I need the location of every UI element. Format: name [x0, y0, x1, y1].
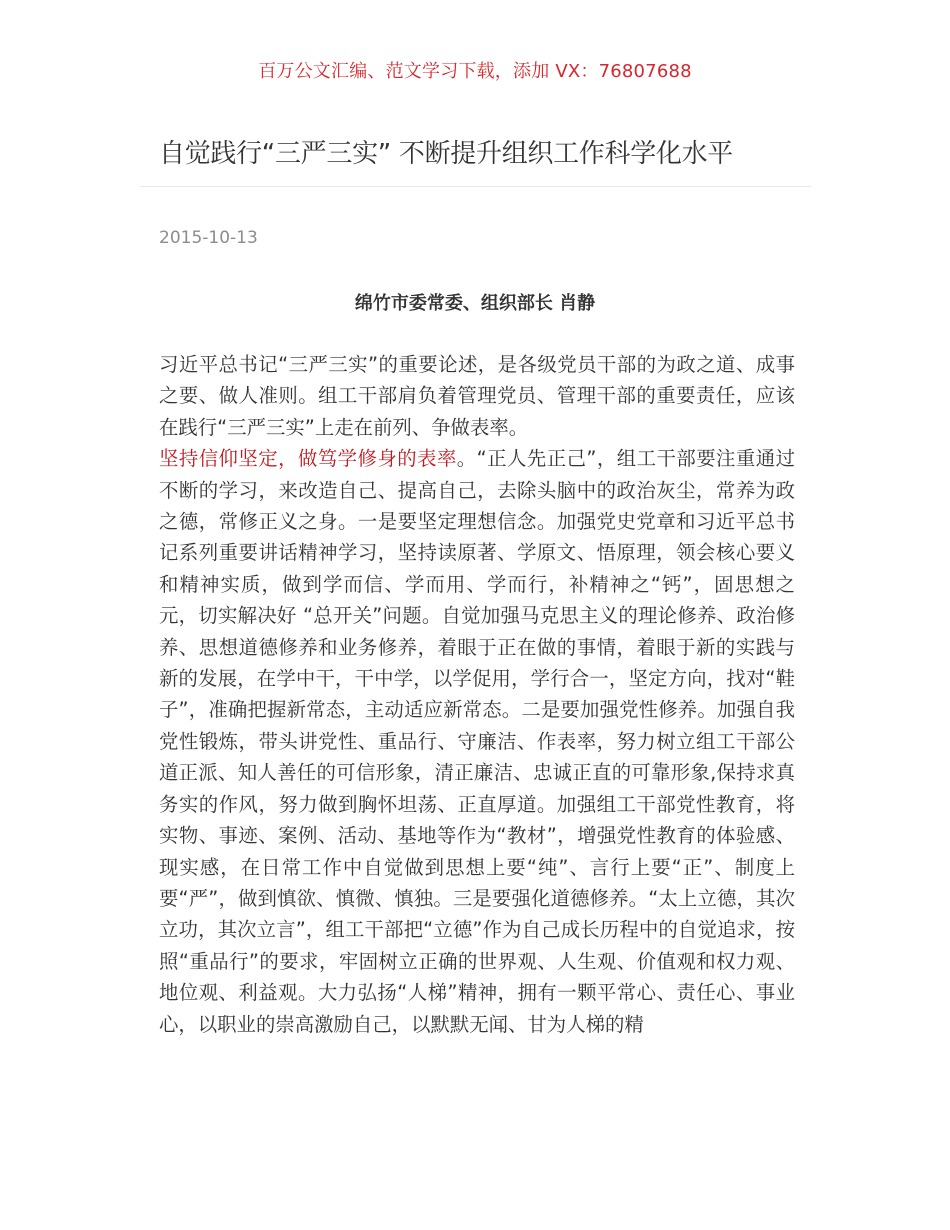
- article-byline: 绵竹市委常委、组织部长 肖静: [354, 293, 596, 314]
- article-date: 2015-10-13: [159, 228, 258, 248]
- promo-banner: 百万公文汇编、范文学习下载，添加 VX：76807688: [258, 61, 692, 82]
- article-title: 自觉践行“三严三实” 不断提升组织工作科学化水平: [159, 139, 734, 169]
- article-body: [159, 349, 795, 1040]
- section-heading-highlight: 坚持信仰坚定，做笃学修身的表率: [159, 447, 457, 471]
- paragraph-section-1: [159, 443, 795, 1040]
- paragraph-intro: 习近平总书记“三严三实”的重要论述，是各级党员干部的为政之道、成事之要、做人准则。组工干部肩负着管理党员、管理干部的重要责任，应该在践行“三严三实”上走在前列、争做表率。: [159, 353, 795, 439]
- section-body-text: 。“正人先正己”，组工干部要注重通过不断的学习，来改造自己、提高自己，去除头脑中的政治灰尘，常养为政之德，常修正义之身。一是要坚定理想信念。加强党史党章和习近平总书记系列重要讲话精神学习，坚持读原著、学原文、悟原理，领会核心要义和精神实质，做到学而信、学而用、学而行，补精神之“钙”，固思想之元，切实解决好 “总开关”问题。自觉加强马克思主义的理论修养、政治修养、思想道德修养和业务修养，着眼于正在做的事情，着眼于新的实践与新的发展，在学中干，干中学，以学促用，学行合一，坚定方向，找对“鞋子”，准确把握新常态，主动适应新常态。二是要加强党性修养。加强自我党性锻炼，带头讲党性、重品行、守廉洁、作表率，努力树立组工干部公道正派、知人善任的可信形象，清正廉洁、忠诚正直的可靠形象,保持求真务实的作风，努力做到胸怀坦荡、正直厚道。加强组工干部党性教育，将实物、事迹、案例、活动、基地等作为“教材”，增强党性教育的体验感、现实感，在日常工作中自觉做到思想上要“纯”、言行上要“正”、制度上要“严”，做到慎欲、慎微、慎独。三是要强化道德修养。“太上立德，其次立功，其次立言”，组工干部把“立德”作为自己成长历程中的自觉追求，按照“重品行”的要求，牢固树立正确的世界观、人生观、价值观和权力观、地位观、利益观。大力弘扬“人梯”精神，拥有一颗平常心、责任心、事业心，以职业的崇高激励自己，以默默无闻、甘为人梯的精: [159, 447, 795, 1036]
- article-header: [140, 136, 811, 187]
